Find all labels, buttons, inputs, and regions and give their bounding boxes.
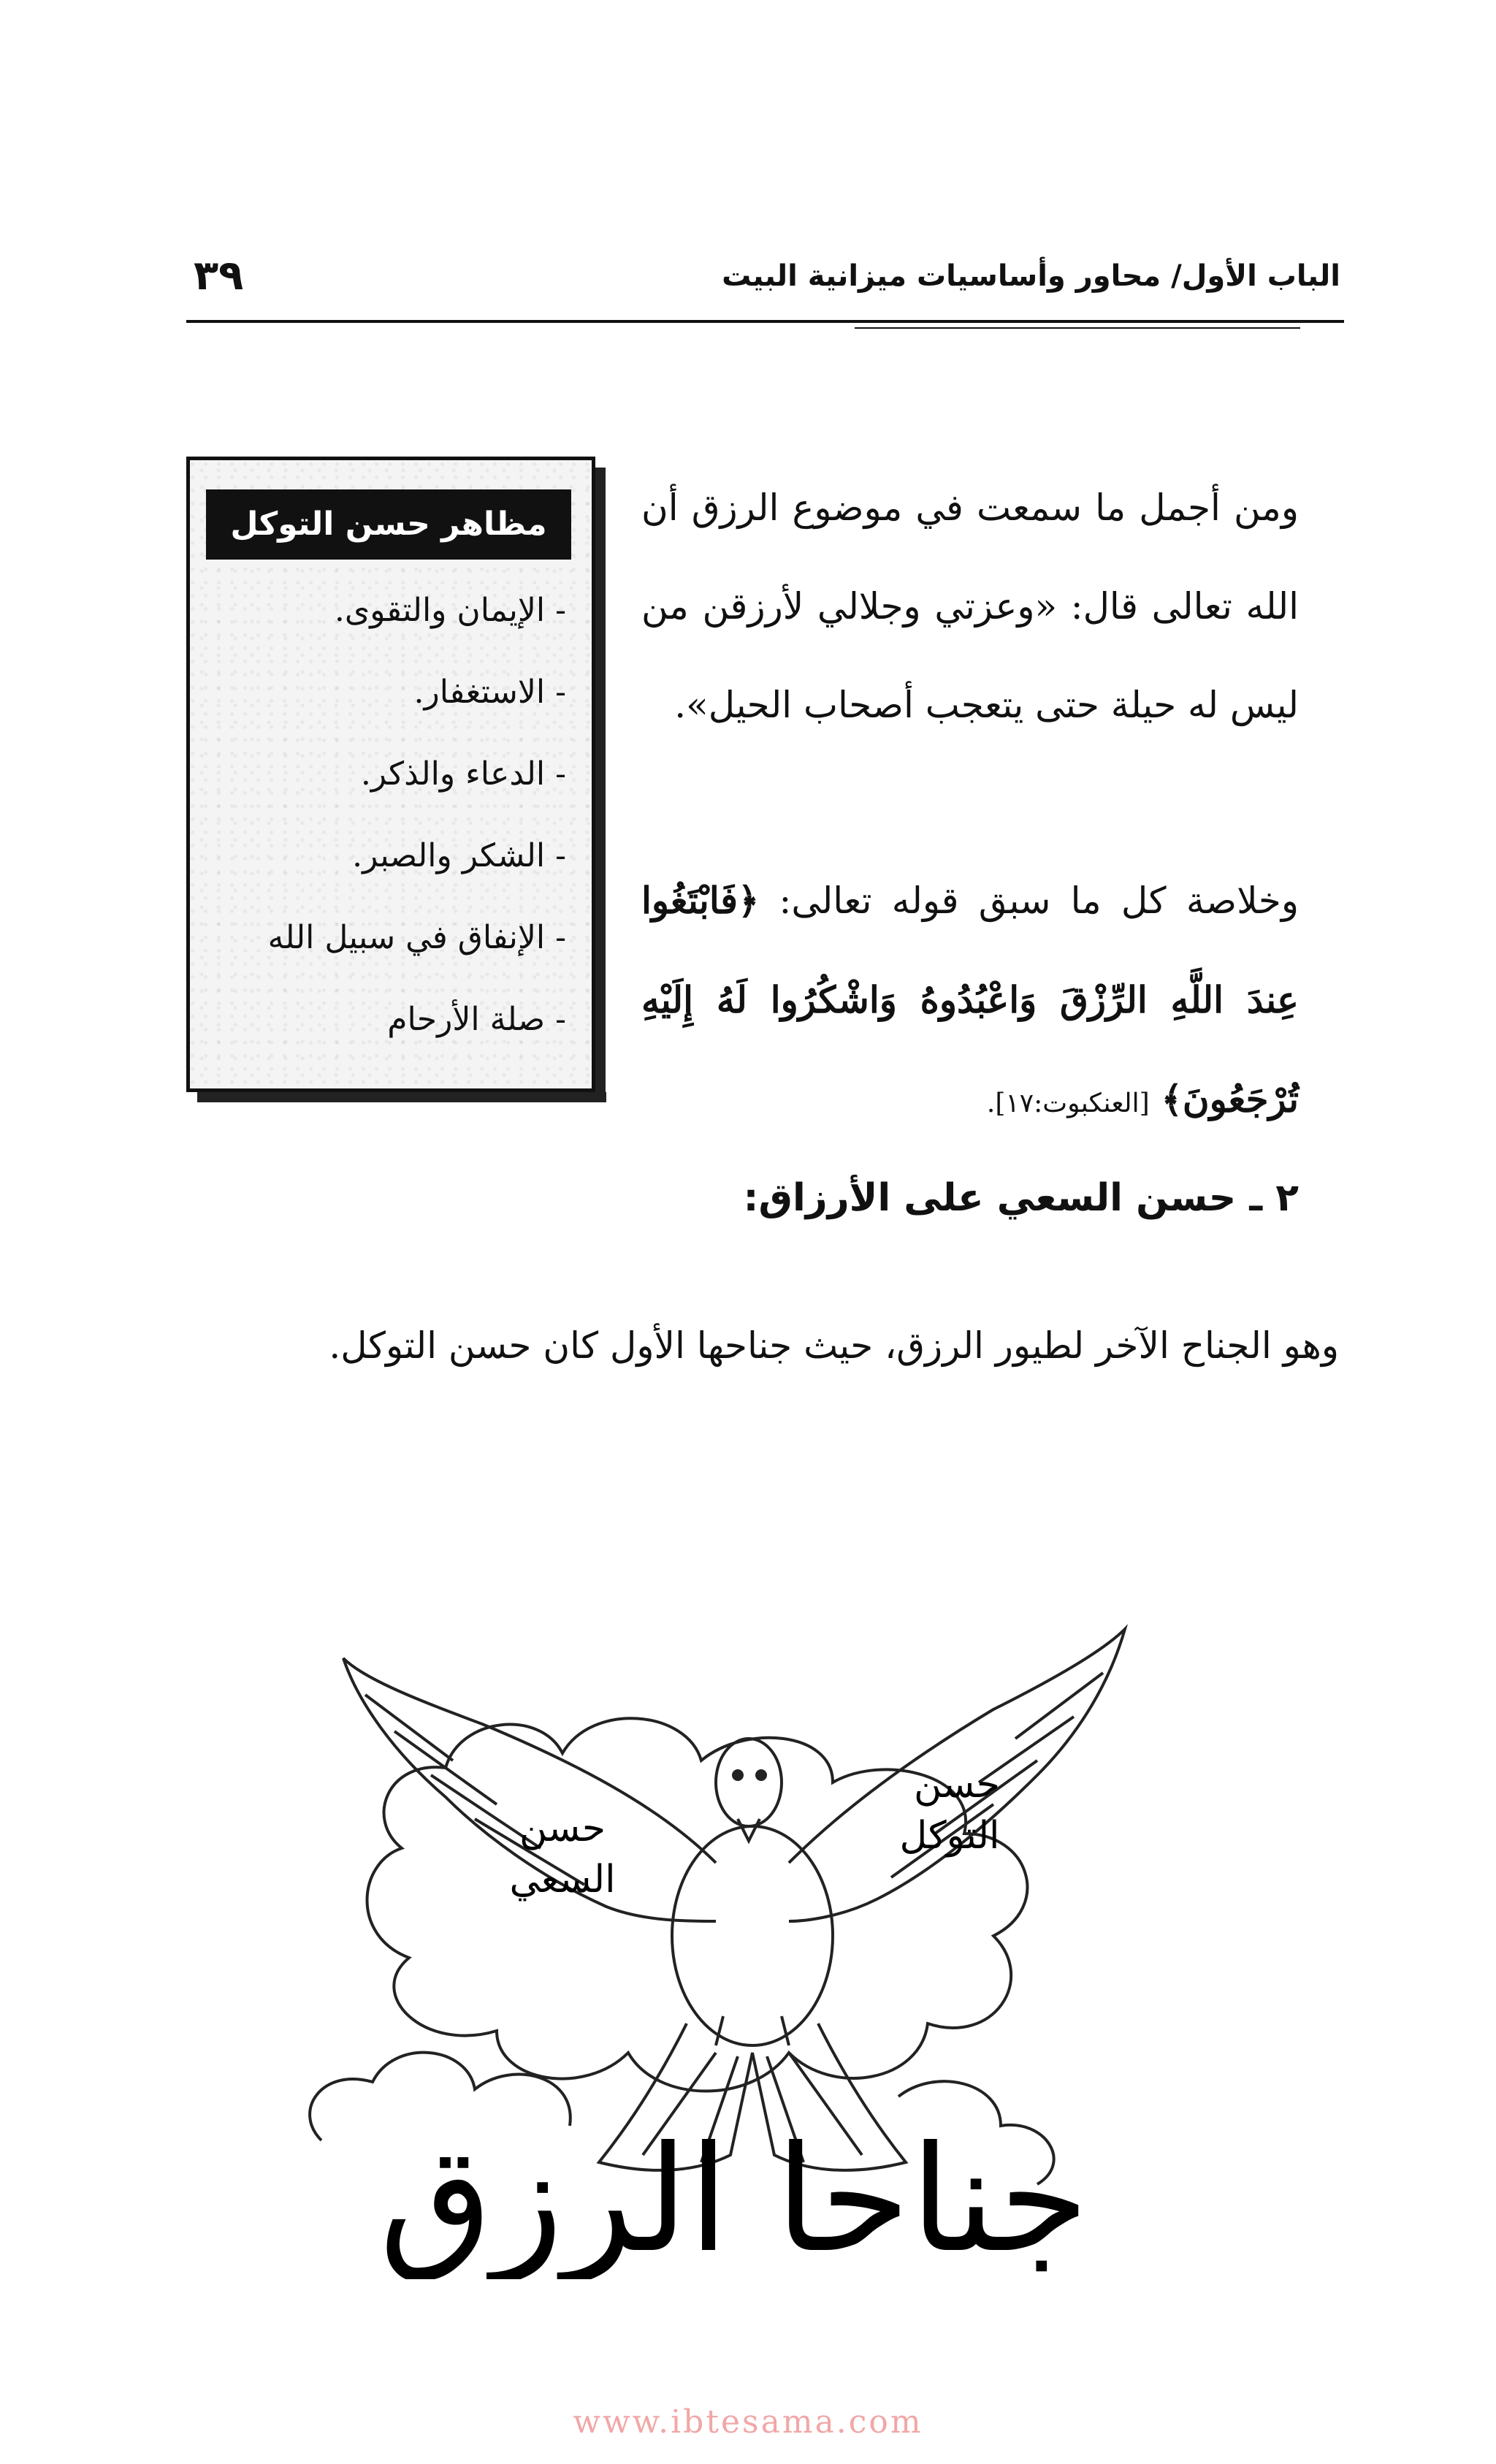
right-wing-label-2: التوكل — [899, 1814, 1000, 1858]
sidebox-item: - الشكر والصبر. — [352, 837, 566, 874]
dove-eye-left — [733, 1771, 742, 1780]
header-rule — [186, 320, 1344, 323]
paragraph-other-wing: وهو الجناح الآخر لطيور الرزق، حيث جناحها الأول كان حسن التوكل. — [329, 1324, 1339, 1367]
figure-caption: جناحا الرزق — [379, 2115, 1089, 2279]
sidebox-item: - الدعاء والذكر. — [360, 755, 566, 793]
dove-head — [716, 1739, 782, 1826]
quran-citation: [العنكبوت:١٧]. — [986, 1088, 1150, 1118]
chapter-title: الباب الأول/ محاور وأساسيات ميزانية البيت — [722, 259, 1340, 293]
quran-verse: ﴿فَابْتَغُوا عِندَ اللَّهِ الرِّزْقَ وَاعْبُدُوهُ وَاشْكُرُوا لَهُ إِلَيْهِ تُرْجَعُونَ﴾ — [641, 879, 1299, 1121]
right-wing-label-1: حسن — [913, 1763, 1001, 1807]
sidebox-shadow-bottom — [197, 1092, 606, 1102]
left-wing-label-2: السعي — [509, 1858, 616, 1902]
dove-illustration — [278, 1541, 1191, 2279]
paragraph-summary — [641, 851, 1299, 1153]
dove-body — [672, 1826, 833, 2045]
sidebox-item: - صلة الأرحام — [387, 1001, 566, 1038]
sidebox-item: - الإنفاق في سبيل الله — [267, 919, 566, 956]
summary-intro: وخلاصة كل ما سبق قوله تعالى: — [779, 880, 1299, 922]
trust-manifestations-box — [186, 457, 595, 1092]
dove-drawing — [278, 1541, 1191, 2279]
sidebox-title: مظاهر حسن التوكل — [206, 489, 571, 560]
page-header — [186, 252, 1340, 318]
section-heading: ٢ ـ حسن السعي على الأرزاق: — [743, 1176, 1299, 1220]
paragraph-hadith: ومن أجمل ما سمعت في موضوع الرزق أن الله تعالى قال: «وعزتي وجلالي لأرزقن من ليس له حيلة حتى يتعجب أصحاب الحيل». — [641, 487, 1299, 726]
header-underline — [855, 327, 1300, 329]
sidebox-list — [208, 570, 566, 1061]
sidebox-shadow-right — [595, 468, 606, 1102]
left-wing-label-1: حسن — [519, 1807, 606, 1850]
sidebox-item: - الإيمان والتقوى. — [334, 592, 566, 629]
watermark: www.ibtesama.com — [573, 2403, 923, 2441]
left-wing-feathers — [365, 1695, 584, 1885]
dove-beak — [738, 1819, 760, 1841]
sidebox-item: - الاستغفار. — [413, 674, 566, 711]
dove-eye-right — [757, 1771, 766, 1780]
page-number: ٣٩ — [194, 252, 244, 300]
